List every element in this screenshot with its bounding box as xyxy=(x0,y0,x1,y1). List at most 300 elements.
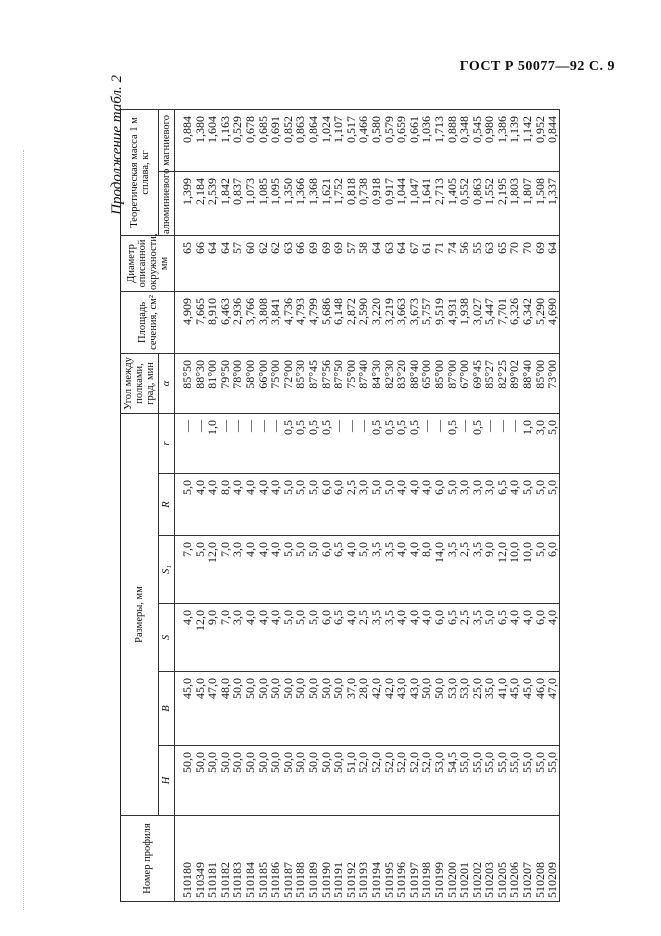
table-cell: 1,803 xyxy=(508,171,521,235)
table-row xyxy=(496,109,509,901)
table-cell: 1,047 xyxy=(408,171,421,235)
table-cell: 5,0 xyxy=(307,536,320,604)
table-cell: 82°30 xyxy=(383,353,396,413)
table-cell: 63 xyxy=(483,235,496,291)
table-cell: 37,0 xyxy=(345,672,358,746)
table-cell: 510201 xyxy=(458,816,471,902)
table-cell: 69 xyxy=(534,235,547,291)
table-row xyxy=(483,109,496,901)
table-cell: 3,5 xyxy=(383,536,396,604)
table-cell: 58°00 xyxy=(244,353,257,413)
table-cell: 510181 xyxy=(206,816,219,902)
table-cell: 4,0 xyxy=(175,604,194,672)
table-cell: 6,0 xyxy=(534,604,547,672)
table-cell: — xyxy=(175,413,194,473)
table-cell: 1,405 xyxy=(445,171,458,235)
table-cell: 5,0 xyxy=(282,536,295,604)
table-cell: — xyxy=(257,413,270,473)
header-R: R xyxy=(159,474,175,536)
table-cell: 0,685 xyxy=(257,109,270,171)
table-cell: 1,0 xyxy=(206,413,219,473)
rotated-table-block xyxy=(120,110,560,902)
table-cell: 3,5 xyxy=(370,536,383,604)
table-cell: 1,508 xyxy=(534,171,547,235)
table-cell: 5,447 xyxy=(483,291,496,353)
table-cell: 45,0 xyxy=(521,672,534,746)
table-cell: 2,539 xyxy=(206,171,219,235)
table-cell: 510195 xyxy=(383,816,396,902)
table-cell: 87°45 xyxy=(307,353,320,413)
table-cell: — xyxy=(269,413,282,473)
table-cell: 87°56 xyxy=(320,353,333,413)
table-cell: 6,0 xyxy=(546,536,559,604)
table-cell: 1,107 xyxy=(332,109,345,171)
table-cell: 510184 xyxy=(244,816,257,902)
table-cell: 66 xyxy=(294,235,307,291)
table-row xyxy=(508,109,521,901)
table-cell: 5,0 xyxy=(534,474,547,536)
table-cell: 5,0 xyxy=(307,604,320,672)
table-cell: 4,0 xyxy=(395,474,408,536)
table-cell: 3,220 xyxy=(370,291,383,353)
table-cell: 54,5 xyxy=(445,746,458,816)
table-cell: 4,0 xyxy=(395,536,408,604)
table-cell: 52,0 xyxy=(383,746,396,816)
table-cell: 3,219 xyxy=(383,291,396,353)
table-cell: 72°00 xyxy=(282,353,295,413)
table-cell: 4,0 xyxy=(508,604,521,672)
table-cell: 5,0 xyxy=(383,474,396,536)
table-cell: 2,590 xyxy=(357,291,370,353)
table-cell: 35,0 xyxy=(483,672,496,746)
table-cell: 3,5 xyxy=(383,604,396,672)
table-cell: 0,980 xyxy=(483,109,496,171)
header-area: Площадь сечения, см² xyxy=(121,291,175,353)
table-cell: 1,621 xyxy=(320,171,333,235)
table-cell: 2,5 xyxy=(458,604,471,672)
table-cell: 510203 xyxy=(483,816,496,902)
table-cell: 0,466 xyxy=(357,109,370,171)
table-cell: 1,095 xyxy=(269,171,282,235)
table-cell: 0,552 xyxy=(458,171,471,235)
table-cell: 10,0 xyxy=(521,536,534,604)
table-cell: 5,0 xyxy=(445,474,458,536)
table-row xyxy=(395,109,408,901)
table-cell: 3,0 xyxy=(534,413,547,473)
table-row xyxy=(408,109,421,901)
table-cell: 0,5 xyxy=(282,413,295,473)
table-cell: 61 xyxy=(420,235,433,291)
table-cell: 62 xyxy=(269,235,282,291)
table-cell: 4,0 xyxy=(257,474,270,536)
table-cell: 5,0 xyxy=(294,474,307,536)
table-row xyxy=(345,109,358,901)
table-cell: 3,0 xyxy=(231,536,244,604)
table-cell: 0,580 xyxy=(370,109,383,171)
table-row xyxy=(458,109,471,901)
table-cell: 1,0 xyxy=(521,413,534,473)
table-cell: 0,5 xyxy=(445,413,458,473)
table-cell: 6,0 xyxy=(433,604,446,672)
table-cell: 4,799 xyxy=(307,291,320,353)
table-cell: 50,0 xyxy=(231,672,244,746)
table-cell: 6,326 xyxy=(508,291,521,353)
table-cell: 0,952 xyxy=(534,109,547,171)
table-row xyxy=(521,109,534,901)
table-cell: 6,0 xyxy=(320,474,333,536)
table-cell: 4,0 xyxy=(257,536,270,604)
table-cell: 510207 xyxy=(521,816,534,902)
table-row xyxy=(282,109,295,901)
table-cell: 2,5 xyxy=(458,536,471,604)
table-cell: 5,0 xyxy=(294,536,307,604)
table-cell: 50,0 xyxy=(307,672,320,746)
table-cell: — xyxy=(483,413,496,473)
table-cell: 4,0 xyxy=(269,474,282,536)
table-cell: 50,0 xyxy=(269,746,282,816)
table-cell: 52,0 xyxy=(408,746,421,816)
table-cell: 4,0 xyxy=(257,604,270,672)
table-cell: 0,917 xyxy=(383,171,396,235)
table-cell: 57 xyxy=(345,235,358,291)
table-cell: — xyxy=(508,413,521,473)
table-cell: 0,5 xyxy=(370,413,383,473)
header-B: B xyxy=(159,672,175,746)
table-cell: 0,5 xyxy=(395,413,408,473)
table-cell: 82°25 xyxy=(496,353,509,413)
table-cell: 1,366 xyxy=(294,171,307,235)
table-cell: 62 xyxy=(257,235,270,291)
table-cell: 66°00 xyxy=(257,353,270,413)
table-cell: 510189 xyxy=(307,816,320,902)
table-cell: 2,5 xyxy=(345,474,358,536)
table-cell: 1,938 xyxy=(458,291,471,353)
table-cell: 3,0 xyxy=(471,474,484,536)
table-cell: 69 xyxy=(320,235,333,291)
table-cell: 50,0 xyxy=(294,746,307,816)
table-cell: 5,0 xyxy=(175,474,194,536)
table-cell: 5,686 xyxy=(320,291,333,353)
table-cell: 87°50 xyxy=(332,353,345,413)
table-cell: 0,5 xyxy=(408,413,421,473)
table-cell: 1,604 xyxy=(206,109,219,171)
table-cell: 1,024 xyxy=(320,109,333,171)
table-cell: 9,519 xyxy=(433,291,446,353)
table-cell: 7,0 xyxy=(219,604,232,672)
table-cell: 0,659 xyxy=(395,109,408,171)
table-cell: 0,5 xyxy=(320,413,333,473)
table-cell: 50,0 xyxy=(307,746,320,816)
table-cell: 510192 xyxy=(345,816,358,902)
table-cell: — xyxy=(496,413,509,473)
table-cell: 5,0 xyxy=(546,413,559,473)
table-cell: 4,0 xyxy=(508,474,521,536)
table-cell: 4,0 xyxy=(420,604,433,672)
margin-guide xyxy=(23,150,25,910)
table-cell: 7,665 xyxy=(194,291,207,353)
table-cell: 88°40 xyxy=(521,353,534,413)
table-cell: — xyxy=(194,413,207,473)
table-cell: 1,386 xyxy=(496,109,509,171)
table-cell: 4,793 xyxy=(294,291,307,353)
table-cell: 9,0 xyxy=(483,536,496,604)
table-cell: 510200 xyxy=(445,816,458,902)
table-cell: 12,0 xyxy=(206,536,219,604)
table-cell: 0,529 xyxy=(231,109,244,171)
table-cell: — xyxy=(219,413,232,473)
table-cell: 55,0 xyxy=(534,746,547,816)
table-cell: — xyxy=(458,413,471,473)
table-cell: 52,0 xyxy=(370,746,383,816)
table-cell: 1,552 xyxy=(483,171,496,235)
table-cell: 7,701 xyxy=(496,291,509,353)
table-cell: 63 xyxy=(383,235,396,291)
table-cell: 4,0 xyxy=(345,604,358,672)
table-cell: 1,142 xyxy=(521,109,534,171)
table-cell: 5,0 xyxy=(282,474,295,536)
table-cell: 69 xyxy=(332,235,345,291)
table-cell: 6,0 xyxy=(320,604,333,672)
table-cell: 1,807 xyxy=(521,171,534,235)
table-cell: 7,0 xyxy=(175,536,194,604)
table-cell: 510193 xyxy=(357,816,370,902)
table-cell: 3,5 xyxy=(471,604,484,672)
table-cell: 510183 xyxy=(231,816,244,902)
table-cell: 50,0 xyxy=(320,746,333,816)
header-mass-group: Теоретическая масса 1 м сплава, кг xyxy=(121,109,159,235)
table-cell: 2,5 xyxy=(357,604,370,672)
table-cell: 5,0 xyxy=(194,536,207,604)
table-cell: 1,085 xyxy=(257,171,270,235)
table-cell: 3,5 xyxy=(370,604,383,672)
table-cell: 3,5 xyxy=(445,536,458,604)
table-cell: 3,673 xyxy=(408,291,421,353)
header-magnesium: магниевого xyxy=(159,109,175,171)
table-cell: 3,0 xyxy=(231,604,244,672)
table-cell: 4,0 xyxy=(521,604,534,672)
table-row xyxy=(307,109,320,901)
table-cell: 45,0 xyxy=(508,672,521,746)
table-cell: 12,0 xyxy=(496,536,509,604)
table-cell: 63 xyxy=(282,235,295,291)
table-cell: 5,0 xyxy=(534,536,547,604)
table-cell: — xyxy=(345,413,358,473)
table-cell: 50,0 xyxy=(320,672,333,746)
table-cell: 55,0 xyxy=(546,746,559,816)
table-cell: 1,163 xyxy=(219,109,232,171)
table-cell: 0,738 xyxy=(357,171,370,235)
table-cell: 0,545 xyxy=(471,109,484,171)
table-body xyxy=(175,109,560,901)
table-cell: 50,0 xyxy=(257,672,270,746)
table-row xyxy=(294,109,307,901)
table-cell: 47,0 xyxy=(206,672,219,746)
table-cell: 50,0 xyxy=(244,746,257,816)
table-cell: 55,0 xyxy=(508,746,521,816)
table-cell: 53,0 xyxy=(445,672,458,746)
table-cell: 2,184 xyxy=(194,171,207,235)
table-cell: 47,0 xyxy=(546,672,559,746)
table-cell: 1,713 xyxy=(433,109,446,171)
table-cell: — xyxy=(357,413,370,473)
table-cell: — xyxy=(244,413,257,473)
table-row xyxy=(175,109,194,901)
table-row xyxy=(269,109,282,901)
table-cell: 65°00 xyxy=(420,353,433,413)
table-cell: 0,661 xyxy=(408,109,421,171)
table-cell: 0,5 xyxy=(294,413,307,473)
header-profile: Номер профиля xyxy=(121,816,175,902)
table-cell: 85°00 xyxy=(534,353,547,413)
table-cell: 46,0 xyxy=(534,672,547,746)
table-cell: 6,5 xyxy=(332,604,345,672)
table-cell: 64 xyxy=(370,235,383,291)
table-cell: 64 xyxy=(219,235,232,291)
table-cell: 510206 xyxy=(508,816,521,902)
header-angle: Угол между полками, град, мин xyxy=(121,353,159,413)
table-cell: 2,936 xyxy=(231,291,244,353)
table-cell: 50,0 xyxy=(420,672,433,746)
table-cell: 69°45 xyxy=(471,353,484,413)
table-cell: 4,0 xyxy=(408,604,421,672)
table-cell: 510185 xyxy=(257,816,270,902)
table-cell: 1,337 xyxy=(546,171,559,235)
table-cell: 510199 xyxy=(433,816,446,902)
table-cell: 5,0 xyxy=(370,474,383,536)
table-cell: 0,884 xyxy=(175,109,194,171)
table-cell: 6,0 xyxy=(320,536,333,604)
table-cell: 0,5 xyxy=(383,413,396,473)
table-cell: 88°40 xyxy=(408,353,421,413)
table-cell: 0,517 xyxy=(345,109,358,171)
table-row xyxy=(244,109,257,901)
table-cell: 0,579 xyxy=(383,109,396,171)
profile-table xyxy=(120,109,560,902)
table-cell: 43,0 xyxy=(408,672,421,746)
table-cell: 510191 xyxy=(332,816,345,902)
table-cell: 56 xyxy=(458,235,471,291)
table-cell: 6,0 xyxy=(332,474,345,536)
table-cell: 50,0 xyxy=(294,672,307,746)
table-cell: 2,872 xyxy=(345,291,358,353)
table-row xyxy=(433,109,446,901)
table-cell: 0,864 xyxy=(307,109,320,171)
table-cell: 85°30 xyxy=(294,353,307,413)
table-cell: 3,841 xyxy=(269,291,282,353)
table-cell: 43,0 xyxy=(395,672,408,746)
table-cell: 0,5 xyxy=(471,413,484,473)
table-cell: 0,863 xyxy=(471,171,484,235)
table-cell: 50,0 xyxy=(194,746,207,816)
table-cell: 42,0 xyxy=(370,672,383,746)
table-cell: 10,0 xyxy=(508,536,521,604)
table-cell: 66 xyxy=(194,235,207,291)
header-aluminium: алюминиевого xyxy=(159,171,175,235)
table-cell: 60 xyxy=(244,235,257,291)
table-cell: 0,844 xyxy=(546,109,559,171)
table-cell: 87°40 xyxy=(357,353,370,413)
table-cell: 510188 xyxy=(294,816,307,902)
table-cell: 510187 xyxy=(282,816,295,902)
table-cell: 510190 xyxy=(320,816,333,902)
table-cell: — xyxy=(332,413,345,473)
table-cell: 8,0 xyxy=(219,474,232,536)
header-H: H xyxy=(159,746,175,816)
table-cell: 67°00 xyxy=(458,353,471,413)
table-cell: 5,0 xyxy=(307,474,320,536)
table-cell: 510208 xyxy=(534,816,547,902)
table-cell: 4,0 xyxy=(395,604,408,672)
table-cell: 52,0 xyxy=(357,746,370,816)
table-cell: 50,0 xyxy=(219,746,232,816)
table-cell: 1,368 xyxy=(307,171,320,235)
table-cell: 3,766 xyxy=(244,291,257,353)
table-cell: 4,0 xyxy=(194,474,207,536)
table-cell: 0,678 xyxy=(244,109,257,171)
table-row xyxy=(206,109,219,901)
table-cell: 510202 xyxy=(471,816,484,902)
table-cell: 4,0 xyxy=(206,474,219,536)
table-cell: 0,691 xyxy=(269,109,282,171)
table-cell: 75°00 xyxy=(345,353,358,413)
table-cell: 1,139 xyxy=(508,109,521,171)
table-cell: — xyxy=(433,413,446,473)
table-cell: 81°00 xyxy=(206,353,219,413)
table-cell: 55,0 xyxy=(458,746,471,816)
table-cell: 70 xyxy=(521,235,534,291)
header-S1: S₁ xyxy=(159,536,175,604)
table-cell: 12,0 xyxy=(194,604,207,672)
table-row xyxy=(471,109,484,901)
table-cell: 5,0 xyxy=(546,474,559,536)
table-cell: 50,0 xyxy=(332,672,345,746)
table-cell: — xyxy=(231,413,244,473)
table-cell: 89°02 xyxy=(508,353,521,413)
table-cell: 1,842 xyxy=(219,171,232,235)
table-cell: 510197 xyxy=(408,816,421,902)
table-cell: 4,0 xyxy=(345,536,358,604)
table-cell: 75°00 xyxy=(269,353,282,413)
table-cell: 48,0 xyxy=(219,672,232,746)
table-cell: 6,5 xyxy=(496,604,509,672)
table-row xyxy=(257,109,270,901)
table-cell: 1,399 xyxy=(175,171,194,235)
table-cell: — xyxy=(420,413,433,473)
table-cell: 55,0 xyxy=(496,746,509,816)
table-cell: 53,0 xyxy=(458,672,471,746)
table-cell: 1,044 xyxy=(395,171,408,235)
table-cell: 6,5 xyxy=(445,604,458,672)
table-cell: 7,0 xyxy=(219,536,232,604)
table-cell: 41,0 xyxy=(496,672,509,746)
table-cell: 84°30 xyxy=(370,353,383,413)
table-cell: 70 xyxy=(508,235,521,291)
table-cell: 65 xyxy=(496,235,509,291)
table-cell: 5,0 xyxy=(521,474,534,536)
table-cell: 0,863 xyxy=(294,109,307,171)
table-cell: 3,663 xyxy=(395,291,408,353)
table-cell: 4,0 xyxy=(408,474,421,536)
table-cell: 510196 xyxy=(395,816,408,902)
table-cell: 0,852 xyxy=(282,109,295,171)
table-cell: 510349 xyxy=(194,816,207,902)
table-cell: 510180 xyxy=(175,816,194,902)
table-cell: 4,0 xyxy=(244,536,257,604)
table-cell: 2,713 xyxy=(433,171,446,235)
table-cell: 0,918 xyxy=(370,171,383,235)
table-cell: 5,757 xyxy=(420,291,433,353)
table-container xyxy=(120,110,661,898)
